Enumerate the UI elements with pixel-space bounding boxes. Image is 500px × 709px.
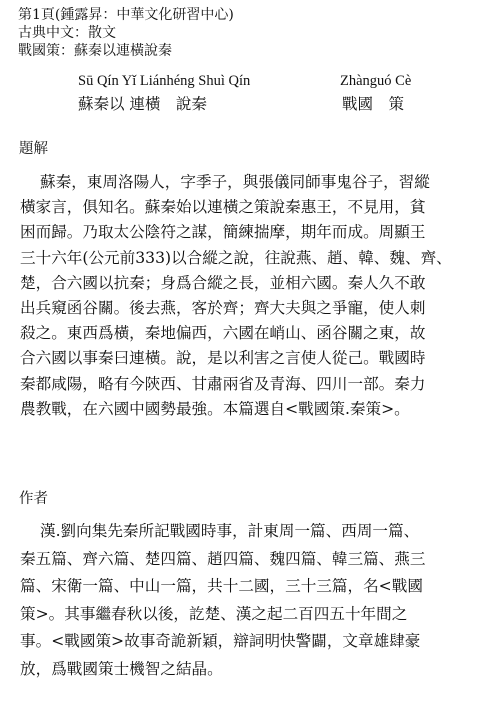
paragraph-line: 橫家言，俱知名。蘇秦始以連橫之策說秦惠王，不見用，貧 (20, 198, 426, 217)
section-heading-intro: 題解 (19, 141, 48, 157)
paragraph-line: 農教戰，在六國中國勢最強。本篇選自<戰國策.秦策>。 (20, 399, 410, 418)
paragraph-line: 篇、宋衛一篇、中山一篇，共十二國，三十三篇，名<戰國 (20, 577, 423, 596)
paragraph-line: 策>。其事繼春秋以後，訖楚、漢之起二百四五十年間之 (20, 604, 408, 623)
paragraph-line: 合六國以事秦曰連橫。說，是以利害之言使人從己。戰國時 (20, 349, 426, 368)
page-header-line-2: 古典中文：散文 (18, 25, 116, 41)
source-pinyin: Zhànguó Cè (340, 73, 412, 89)
source-hanzi: 戰國 策 (342, 95, 405, 113)
paragraph-line: 事。<戰國策>故事奇詭新穎，辯詞明快警闢，文章雄肆豪 (20, 632, 421, 651)
paragraph-line: 放，爲戰國策士機智之結晶。 (20, 659, 223, 678)
paragraph-line: 漢.劉向集先秦所記戰國時事，計東周一篇、西周一篇、 (40, 522, 420, 540)
author-paragraph (20, 518, 426, 684)
page-header-line-3: 戰國策：蘇秦以連橫說秦 (18, 43, 172, 59)
paragraph-line: 蘇秦，東周洛陽人，字季子，與張儀同師事鬼谷子，習縱 (40, 173, 430, 191)
section-heading-author: 作者 (19, 491, 48, 507)
paragraph-line: 三十六年(公元前333)以合縱之說，往說燕、趙、韓、魏、齊、 (20, 248, 452, 267)
paragraph-line: 秦五篇、齊六篇、楚四篇、趙四篇、魏四篇、韓三篇、燕三 (20, 549, 426, 568)
paragraph-line: 秦都咸陽，略有今陝西、甘肅兩省及青海、四川一部。秦力 (20, 374, 426, 393)
paragraph-line: 楚，合六國以抗秦；身爲合縱之長，並相六國。秦人久不敢 (20, 273, 426, 292)
paragraph-line: 出兵窺函谷關。後去燕，客於齊；齊大夫與之爭寵，使人刺 (20, 299, 426, 318)
paragraph-line: 殺之。東西爲橫，秦地偏西，六國在峭山、函谷關之東，故 (20, 324, 426, 343)
title-hanzi: 蘇秦以 連橫 說秦 (78, 95, 207, 113)
paragraph-line: 困而歸。乃取太公陰符之謀，簡練揣摩，期年而成。周顯王 (20, 223, 426, 242)
title-pinyin: Sū Qín Yǐ Liánhéng Shuì Qín (78, 73, 251, 89)
intro-paragraph (20, 170, 452, 422)
page-header-line-1: 第1頁(鍾露昇：中華文化研習中心) (18, 7, 234, 23)
